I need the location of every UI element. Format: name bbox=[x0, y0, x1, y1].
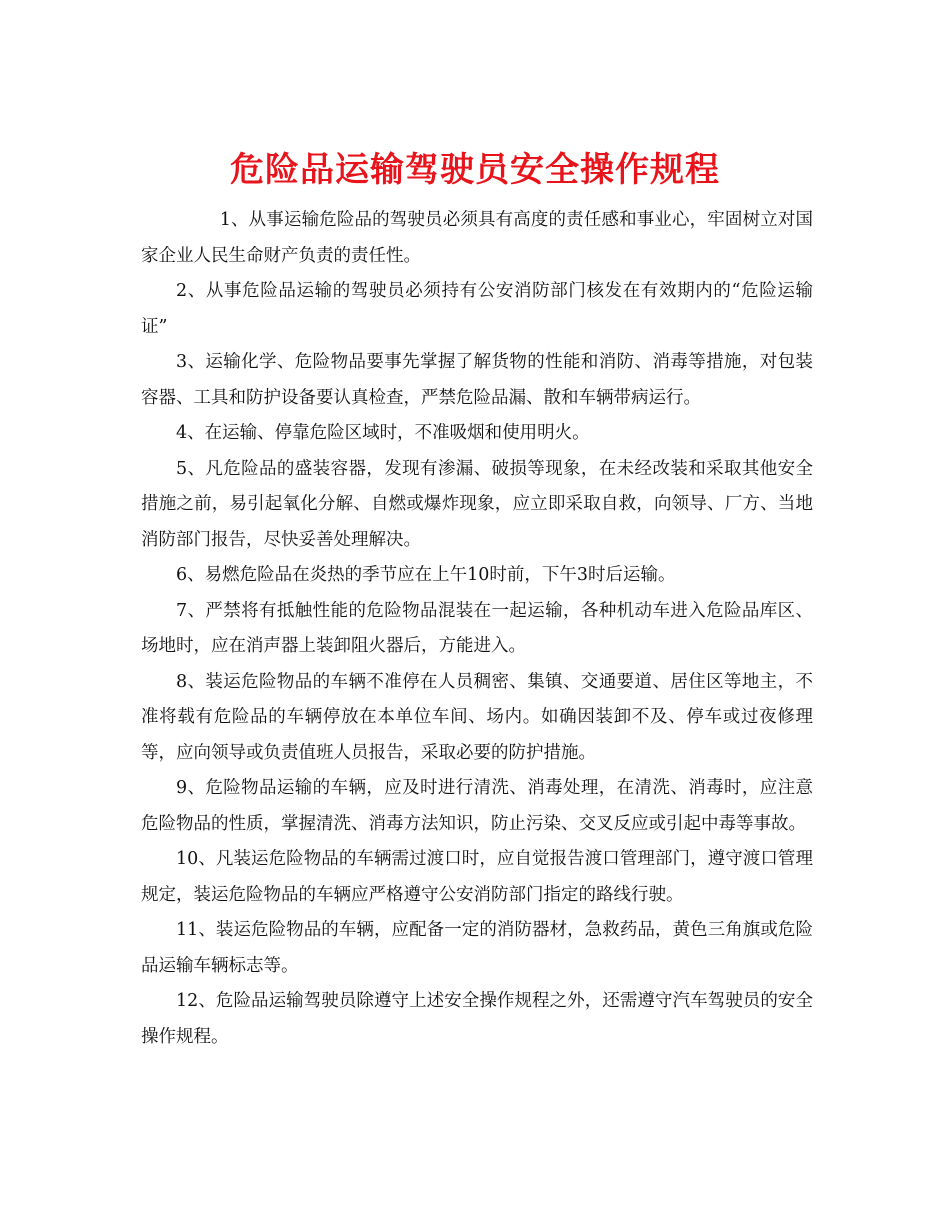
paragraph-6: 6、易燃危险品在炎热的季节应在上午10时前，下午3时后运输。 bbox=[176, 565, 676, 585]
paragraph-3: 3、运输化学、危险物品要事先掌握了解货物的性能和消防、消毒等措施，对包装容器、工具和防护设备要认真检查，严禁危险品漏、散和车辆带病运行。 bbox=[141, 352, 813, 408]
paragraph-7: 7、严禁将有抵触性能的危险物品混装在一起运输，各种机动车进入危险品库区、场地时，应在消声器上装卸阻火器后，方能进入。 bbox=[141, 600, 813, 656]
document-title: 危险品运输驾驶员安全操作规程 bbox=[230, 149, 720, 190]
paragraph-4: 4、在运输、停靠危险区域时，不准吸烟和使用明火。 bbox=[176, 423, 590, 443]
paragraph-2: 2、从事危险品运输的驾驶员必须持有公安消防部门核发在有效期内的“危险运输证” bbox=[141, 281, 813, 337]
paragraph-8: 8、装运危险物品的车辆不准停在人员稠密、集镇、交通要道、居住区等地主，不准将载有危险品的车辆停放在本单位车间、场内。如确因装卸不及、停车或过夜修理等，应向领导或负责值班人员报告，采取必要的防护措施。 bbox=[141, 671, 813, 763]
document-body bbox=[141, 203, 813, 1055]
paragraph-10: 10、凡装运危险物品的车辆需过渡口时，应自觉报告渡口管理部门，遵守渡口管理规定，装运危险物品的车辆应严格遵守公安消防部门指定的路线行驶。 bbox=[141, 849, 813, 905]
paragraph-5: 5、凡危险品的盛装容器，发现有渗漏、破损等现象，在未经改装和采取其他安全措施之前，易引起氧化分解、自燃或爆炸现象，应立即采取自救，向领导、厂方、当地消防部门报告，尽快妥善处理解决。 bbox=[141, 458, 813, 550]
paragraph-12: 12、危险品运输驾驶员除遵守上述安全操作规程之外，还需遵守汽车驾驶员的安全操作规程。 bbox=[141, 991, 813, 1047]
paragraph-11: 11、装运危险物品的车辆，应配备一定的消防器材，急救药品，黄色三角旗或危险品运输车辆标志等。 bbox=[141, 920, 813, 976]
paragraph-1: 1、从事运输危险品的驾驶员必须具有高度的责任感和事业心，牢固树立对国家企业人民生命财产负责的责任性。 bbox=[141, 210, 813, 266]
paragraph-9: 9、危险物品运输的车辆，应及时进行清洗、消毒处理，在清洗、消毒时，应注意危险物品的性质，掌握清洗、消毒方法知识，防止污染、交叉反应或引起中毒等事故。 bbox=[141, 778, 813, 834]
